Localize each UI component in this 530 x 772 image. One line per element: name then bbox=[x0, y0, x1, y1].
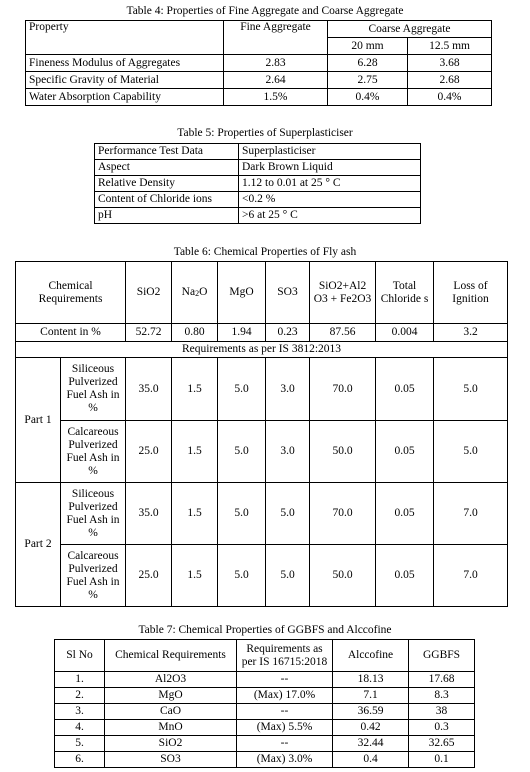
t6-part-label: Part 2 bbox=[16, 483, 61, 607]
t7-cell: 38 bbox=[409, 704, 475, 720]
t6-cell: 0.80 bbox=[172, 324, 218, 342]
t6-row-label: Calcareous Pulverized Fuel Ash in % bbox=[61, 421, 126, 483]
t6-cell: 50.0 bbox=[310, 421, 376, 483]
t7-cell: (Max) 5.5% bbox=[237, 720, 333, 736]
t6-cell: 5.0 bbox=[218, 545, 266, 607]
t7-cell: 17.68 bbox=[409, 672, 475, 688]
t7-header-sl-no: Sl No bbox=[55, 640, 105, 672]
t6-cell: 5.0 bbox=[434, 358, 508, 421]
t4-cell: 6.28 bbox=[328, 55, 408, 72]
t4-header-20mm: 20 mm bbox=[328, 38, 408, 55]
t4-cell: 2.64 bbox=[224, 72, 328, 89]
t6-cell: 0.05 bbox=[376, 358, 434, 421]
t5-value: Dark Brown Liquid bbox=[239, 160, 421, 176]
table-row bbox=[55, 704, 475, 720]
t6-cell: 0.05 bbox=[376, 483, 434, 545]
t5-key: Relative Density bbox=[95, 176, 239, 192]
t7-cell: 8.3 bbox=[409, 688, 475, 704]
t6-cell: 0.004 bbox=[376, 324, 434, 342]
table-row bbox=[95, 160, 421, 176]
table-row bbox=[95, 176, 421, 192]
t4-header-property: Property bbox=[26, 21, 224, 55]
table-row bbox=[55, 752, 475, 768]
table-row bbox=[55, 688, 475, 704]
t7-cell: SiO2 bbox=[105, 736, 237, 752]
t6-row-label: Siliceous Pulverized Fuel Ash in % bbox=[61, 358, 126, 421]
table4-caption: Table 4: Properties of Fine Aggregate and Coarse Aggregate bbox=[126, 5, 404, 17]
t7-header-ggbfs: GGBFS bbox=[409, 640, 475, 672]
table-row bbox=[95, 144, 421, 160]
t6-cell: 35.0 bbox=[126, 358, 172, 421]
t6-cell: 7.0 bbox=[434, 483, 508, 545]
t6-cell: 50.0 bbox=[310, 545, 376, 607]
table-row bbox=[95, 192, 421, 208]
t7-cell: 6. bbox=[55, 752, 105, 768]
t5-value: 1.12 to 0.01 at 25 ° C bbox=[239, 176, 421, 192]
t6-cell: 5.0 bbox=[434, 421, 508, 483]
t6-cell: 70.0 bbox=[310, 483, 376, 545]
t6-part-label: Part 1 bbox=[16, 358, 61, 483]
table-row bbox=[26, 55, 492, 72]
t6-header-chemical: Chemical Requirements bbox=[16, 262, 126, 324]
t6-header-mgo: MgO bbox=[218, 262, 266, 324]
t6-cell: 25.0 bbox=[126, 545, 172, 607]
t7-cell: 0.1 bbox=[409, 752, 475, 768]
t4-row-label: Water Absorption Capability bbox=[26, 89, 224, 106]
table5-caption: Table 5: Properties of Superplasticiser bbox=[177, 127, 353, 139]
t6-cell: 87.56 bbox=[310, 324, 376, 342]
t7-header-alccofine: Alccofine bbox=[333, 640, 409, 672]
t7-cell: -- bbox=[237, 736, 333, 752]
t7-cell: MgO bbox=[105, 688, 237, 704]
t6-cell: 5.0 bbox=[218, 483, 266, 545]
t7-cell: 32.65 bbox=[409, 736, 475, 752]
t7-header-chemical: Chemical Requirements bbox=[105, 640, 237, 672]
t6-cell: 7.0 bbox=[434, 545, 508, 607]
t6-row-label: Siliceous Pulverized Fuel Ash in % bbox=[61, 483, 126, 545]
t6-cell: 52.72 bbox=[126, 324, 172, 342]
t4-row-label: Specific Gravity of Material bbox=[26, 72, 224, 89]
t7-cell: 18.13 bbox=[333, 672, 409, 688]
table6 bbox=[15, 261, 508, 607]
t6-header-sio2: SiO2 bbox=[126, 262, 172, 324]
table-row bbox=[26, 72, 492, 89]
t6-cell: 1.5 bbox=[172, 483, 218, 545]
t4-header-coarse: Coarse Aggregate bbox=[328, 21, 492, 38]
table-row bbox=[16, 324, 508, 342]
t7-cell: 4. bbox=[55, 720, 105, 736]
t7-cell: 32.44 bbox=[333, 736, 409, 752]
t7-cell: 0.3 bbox=[409, 720, 475, 736]
t4-cell: 2.75 bbox=[328, 72, 408, 89]
t6-content-label: Content in % bbox=[16, 324, 126, 342]
t6-cell: 3.2 bbox=[434, 324, 508, 342]
t6-cell: 25.0 bbox=[126, 421, 172, 483]
t5-key: Aspect bbox=[95, 160, 239, 176]
t6-cell: 3.0 bbox=[266, 421, 310, 483]
t7-cell: -- bbox=[237, 704, 333, 720]
t7-cell: 0.4 bbox=[333, 752, 409, 768]
table6-caption: Table 6: Chemical Properties of Fly ash bbox=[173, 246, 357, 258]
table7 bbox=[54, 639, 475, 768]
table4 bbox=[25, 20, 492, 106]
t6-header-loss-of-ignition: Loss of Ignition bbox=[434, 262, 508, 324]
t7-cell: (Max) 3.0% bbox=[237, 752, 333, 768]
t7-cell: 7.1 bbox=[333, 688, 409, 704]
t6-cell: 0.23 bbox=[266, 324, 310, 342]
t5-value: <0.2 % bbox=[239, 192, 421, 208]
table-row bbox=[16, 358, 508, 421]
t6-cell: 5.0 bbox=[218, 358, 266, 421]
table-row bbox=[16, 421, 508, 483]
t6-cell: 0.05 bbox=[376, 545, 434, 607]
t6-cell: 5.0 bbox=[266, 545, 310, 607]
t4-cell: 1.5% bbox=[224, 89, 328, 106]
t6-requirements-title: Requirements as per IS 3812:2013 bbox=[16, 342, 508, 358]
t6-cell: 35.0 bbox=[126, 483, 172, 545]
t6-cell: 1.5 bbox=[172, 358, 218, 421]
t5-key: Performance Test Data bbox=[95, 144, 239, 160]
t4-cell: 0.4% bbox=[328, 89, 408, 106]
t6-cell: 70.0 bbox=[310, 358, 376, 421]
t6-cell: 5.0 bbox=[218, 421, 266, 483]
table-row bbox=[16, 483, 508, 545]
t5-value: Superplasticiser bbox=[239, 144, 421, 160]
t7-cell: 0.42 bbox=[333, 720, 409, 736]
t7-cell: 2. bbox=[55, 688, 105, 704]
t4-cell: 0.4% bbox=[408, 89, 492, 106]
table-row bbox=[55, 736, 475, 752]
t7-cell: Al2O3 bbox=[105, 672, 237, 688]
t5-value: >6 at 25 ° C bbox=[239, 208, 421, 224]
table-row bbox=[26, 89, 492, 106]
t7-cell: (Max) 17.0% bbox=[237, 688, 333, 704]
t4-header-fine: Fine Aggregate bbox=[224, 21, 328, 55]
t7-cell: MnO bbox=[105, 720, 237, 736]
t6-header-sio2-al2o3-fe2o3: SiO2+Al2 O3 + Fe2O3 bbox=[310, 262, 376, 324]
t7-cell: CaO bbox=[105, 704, 237, 720]
t6-cell: 5.0 bbox=[266, 483, 310, 545]
t6-cell: 1.5 bbox=[172, 421, 218, 483]
t6-cell: 3.0 bbox=[266, 358, 310, 421]
t4-cell: 2.83 bbox=[224, 55, 328, 72]
t5-key: Content of Chloride ions bbox=[95, 192, 239, 208]
t6-cell: 0.05 bbox=[376, 421, 434, 483]
t7-cell: 1. bbox=[55, 672, 105, 688]
table5 bbox=[94, 143, 421, 224]
t7-cell: SO3 bbox=[105, 752, 237, 768]
t4-cell: 3.68 bbox=[408, 55, 492, 72]
t6-header-so3: SO3 bbox=[266, 262, 310, 324]
t7-header-requirements: Requirements as per IS 16715:2018 bbox=[237, 640, 333, 672]
t5-key: pH bbox=[95, 208, 239, 224]
t7-cell: 36.59 bbox=[333, 704, 409, 720]
t6-header-total-chlorides: Total Chloride s bbox=[376, 262, 434, 324]
table7-caption: Table 7: Chemical Properties of GGBFS and Alccofine bbox=[138, 624, 392, 636]
t6-header-na2o: $Na_2O$ bbox=[172, 262, 218, 324]
table-row bbox=[95, 208, 421, 224]
t7-cell: -- bbox=[237, 672, 333, 688]
t6-cell: 1.5 bbox=[172, 545, 218, 607]
t6-cell: 1.94 bbox=[218, 324, 266, 342]
table-row bbox=[16, 545, 508, 607]
t7-cell: 5. bbox=[55, 736, 105, 752]
table-row bbox=[55, 720, 475, 736]
t4-header-12-5mm: 12.5 mm bbox=[408, 38, 492, 55]
t6-row-label: Calcareous Pulverized Fuel Ash in % bbox=[61, 545, 126, 607]
t4-cell: 2.68 bbox=[408, 72, 492, 89]
t4-row-label: Fineness Modulus of Aggregates bbox=[26, 55, 224, 72]
t7-cell: 3. bbox=[55, 704, 105, 720]
table-row bbox=[55, 672, 475, 688]
